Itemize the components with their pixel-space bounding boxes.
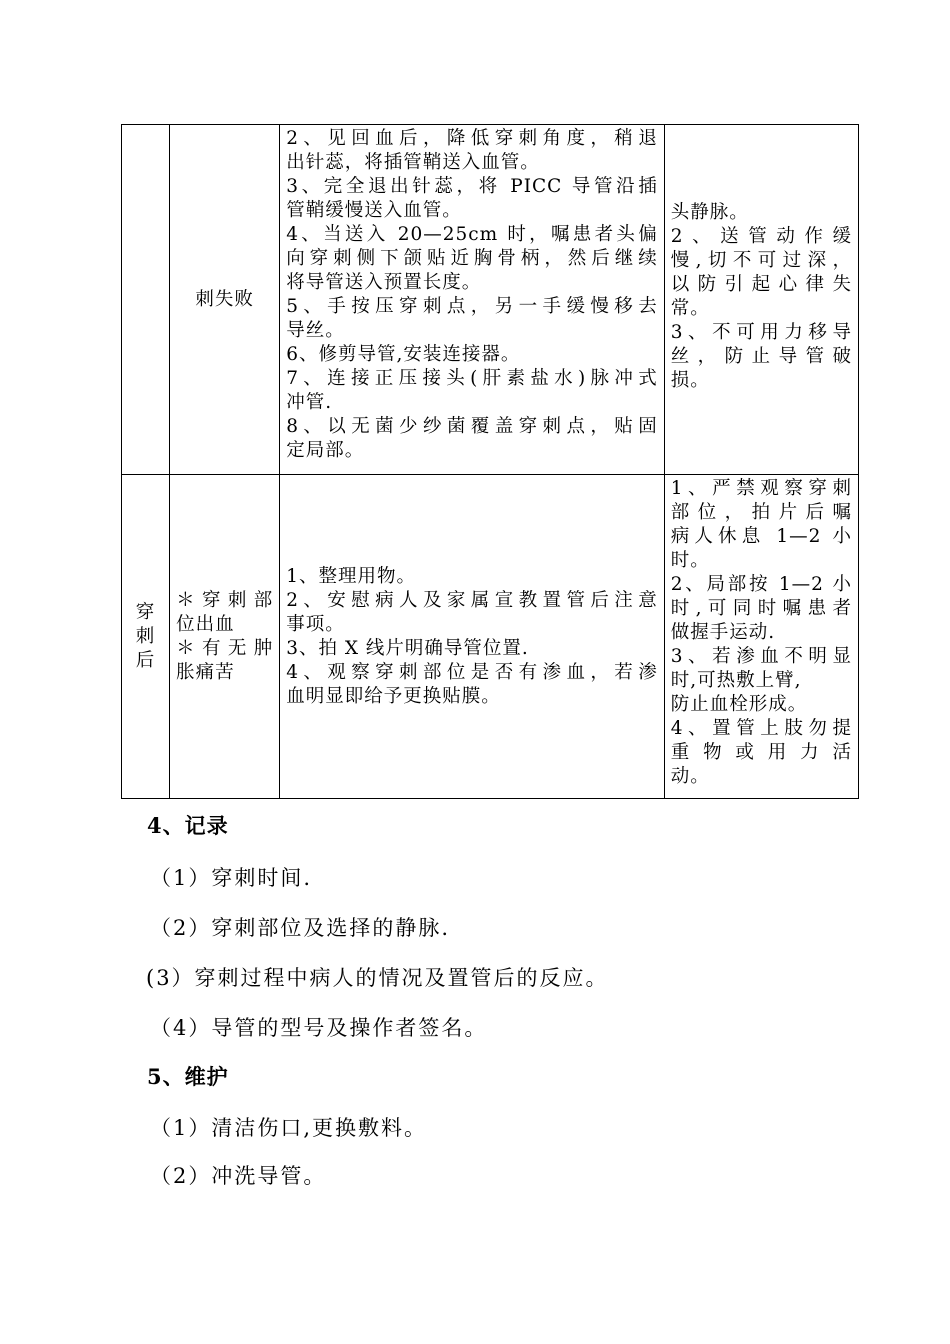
step-line: 冲管. xyxy=(286,392,333,413)
stage-char: 刺 xyxy=(135,625,156,647)
problem-line: ＊有无肿 xyxy=(176,637,274,659)
step-line: 将导管送入预置长度。 xyxy=(286,272,482,293)
maintenance-item: （1）清洁伤口,更换敷料。 xyxy=(150,1116,428,1140)
note-line: 重物或用力活 xyxy=(670,742,852,763)
note-line: 4、置管上肢勿提 xyxy=(670,718,852,739)
note-line: 时。 xyxy=(670,550,710,571)
step-line: 3、完全退出针蕊，将 PICC 导管沿插 xyxy=(286,176,658,197)
step-line: 导丝。 xyxy=(286,320,345,341)
notes-cell xyxy=(664,125,858,475)
step-line: 定局部。 xyxy=(286,440,365,461)
step-line: 管鞘缓慢送入血管。 xyxy=(286,200,462,221)
step-line: 6、修剪导管,安装连接器。 xyxy=(286,344,521,365)
note-line: 动。 xyxy=(670,766,710,787)
stage-cell xyxy=(122,475,170,799)
notes-cell xyxy=(664,475,858,799)
note-line: 头静脉。 xyxy=(670,202,749,223)
stage-char: 后 xyxy=(135,649,156,671)
note-line: 3、若渗血不明显 xyxy=(670,646,852,667)
note-line: 时,可热敷上臂, xyxy=(670,670,802,691)
note-line: 以防引起心律失 xyxy=(670,274,852,295)
step-line: 2、安慰病人及家属宣教置管后注意 xyxy=(286,589,658,611)
note-line: 做握手运动. xyxy=(670,622,776,643)
problem-line: ＊穿刺部 xyxy=(176,589,274,611)
stage-char: 穿 xyxy=(135,601,156,623)
note-line: 部位，拍片后嘱 xyxy=(670,502,852,523)
record-item: （1）穿刺时间. xyxy=(150,866,313,890)
step-line: 向穿刺侧下颌贴近胸骨柄，然后继续 xyxy=(286,248,658,269)
step-line: 8、以无菌少纱菌覆盖穿刺点，贴固 xyxy=(286,416,658,437)
step-line: 事项。 xyxy=(286,613,345,635)
step-line: 7、连接正压接头(肝素盐水)脉冲式 xyxy=(286,368,658,389)
steps-cell xyxy=(280,125,665,475)
note-line: 3、不可用力移导 xyxy=(670,322,852,343)
step-line: 4、观察穿刺部位是否有渗血，若渗 xyxy=(286,661,658,683)
step-line: 4、当送入 20—25cm 时，嘱患者头偏 xyxy=(286,224,658,245)
table-row xyxy=(122,475,859,799)
step-line: 出针蕊，将插管鞘送入血管。 xyxy=(286,152,540,173)
step-line: 5、手按压穿刺点，另一手缓慢移去 xyxy=(286,296,658,317)
section-heading-maintenance: 5、维护 xyxy=(147,1064,229,1089)
note-line: 常。 xyxy=(670,298,710,319)
note-line: 2、局部按 1—2 小 xyxy=(670,574,852,595)
record-item: （4）导管的型号及操作者签名。 xyxy=(150,1016,488,1040)
note-line: 2、送管动作缓 xyxy=(670,226,852,247)
problem-cell xyxy=(170,475,280,799)
note-line: 慢,切不可过深， xyxy=(670,250,852,271)
problem-line: 位出血 xyxy=(176,613,235,635)
note-line: 病人休息 1—2 小 xyxy=(670,526,852,547)
problem-text: 刺失败 xyxy=(195,288,254,310)
section-heading-record: 4、记录 xyxy=(147,813,229,838)
steps-cell xyxy=(280,475,665,799)
step-line: 1、整理用物。 xyxy=(286,565,416,587)
note-line: 丝，防止导管破 xyxy=(670,346,852,367)
problem-line: 胀痛苦 xyxy=(176,661,235,683)
note-line: 防止血栓形成。 xyxy=(670,694,808,715)
stage-cell xyxy=(122,125,170,475)
note-line: 时,可同时嘱患者 xyxy=(670,598,852,619)
table-row xyxy=(122,125,859,475)
maintenance-item: （2）冲洗导管。 xyxy=(150,1164,327,1188)
problem-cell xyxy=(170,125,280,475)
record-item: （2）穿刺部位及选择的静脉. xyxy=(150,916,451,940)
record-item: (3）穿刺过程中病人的情况及置管后的反应。 xyxy=(146,966,609,990)
note-line: 1、严禁观察穿刺 xyxy=(670,478,852,499)
procedure-table xyxy=(121,124,859,799)
step-line: 血明显即给予更换贴膜。 xyxy=(286,685,501,707)
note-line: 损。 xyxy=(670,370,710,391)
step-line: 2、见回血后，降低穿刺角度，稍退 xyxy=(286,128,658,149)
step-line: 3、拍 X 线片明确导管位置. xyxy=(286,637,529,659)
